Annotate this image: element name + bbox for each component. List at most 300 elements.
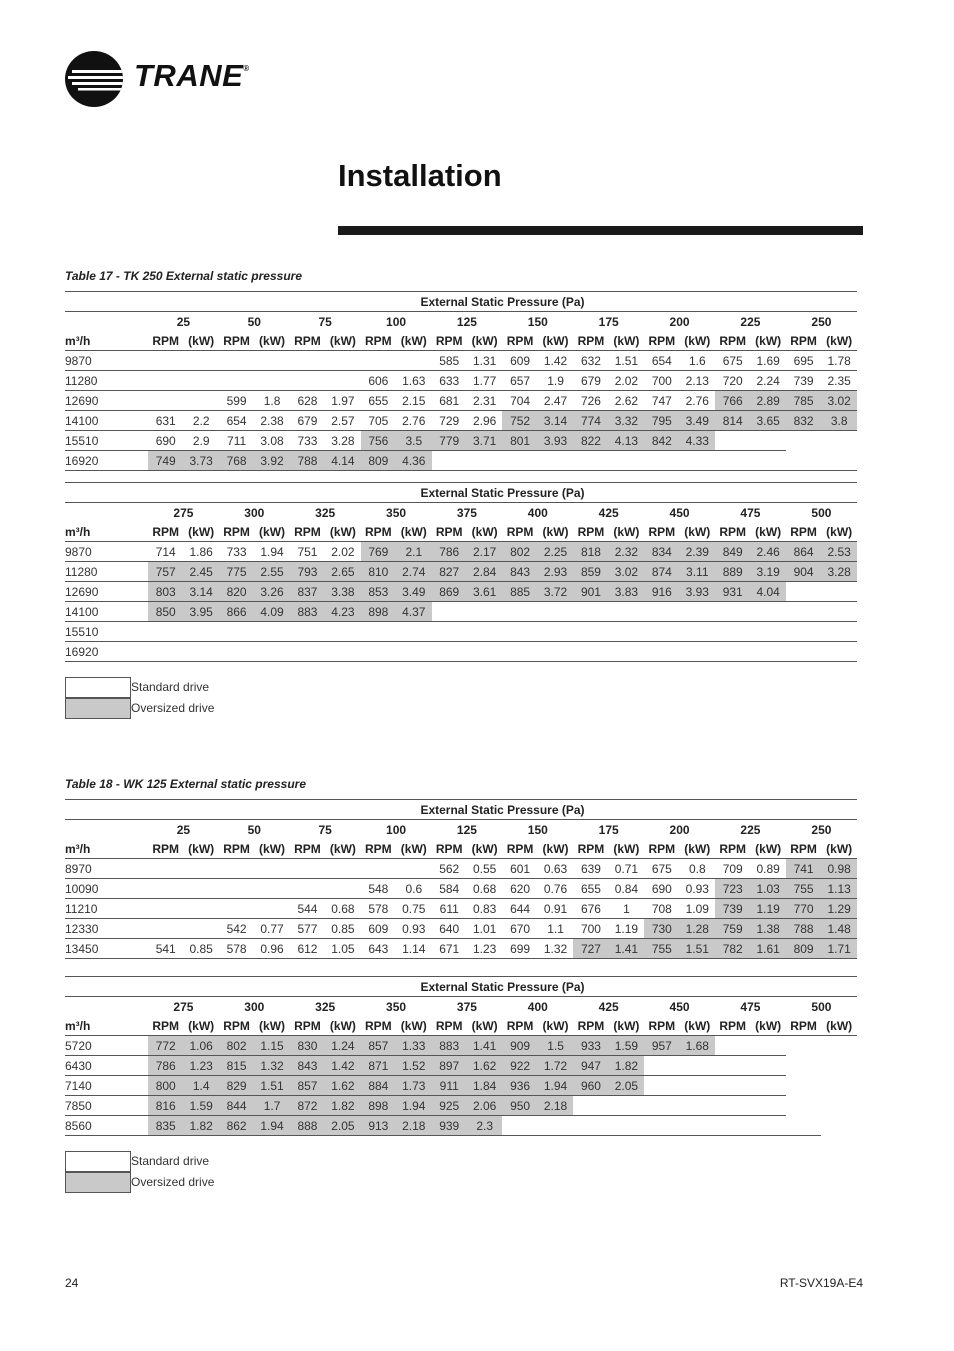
kw-header: (kW) xyxy=(467,1016,502,1036)
table-row xyxy=(65,622,857,642)
value-cell: 1.48 xyxy=(821,919,857,939)
value-cell: 675 xyxy=(644,859,679,879)
pressure-header: 350 xyxy=(386,505,407,520)
table-title-row xyxy=(65,292,857,312)
table-row xyxy=(65,582,857,602)
value-cell: 709 xyxy=(715,859,750,879)
value-cell: 871 xyxy=(361,1056,396,1076)
table-row xyxy=(65,899,857,919)
rpm-header: RPM xyxy=(432,839,467,859)
value-cell: 837 xyxy=(290,582,325,602)
value-cell xyxy=(644,602,679,622)
value-cell: 3.92 xyxy=(254,451,289,471)
trane-logo-icon xyxy=(64,50,124,108)
value-cell xyxy=(715,1076,750,1096)
value-cell: 2.06 xyxy=(467,1096,502,1116)
value-cell: 620 xyxy=(502,879,537,899)
value-cell: 785 xyxy=(786,391,821,411)
value-cell: 889 xyxy=(715,562,750,582)
document-code: RT-SVX19A-E4 xyxy=(779,1276,863,1290)
value-cell xyxy=(573,451,608,471)
kw-header: (kW) xyxy=(609,331,644,351)
flow-unit-header: m³/h xyxy=(65,522,148,542)
value-cell: 700 xyxy=(573,919,608,939)
page-number: 24 xyxy=(65,1276,79,1290)
legend-standard-swatch xyxy=(65,1151,131,1172)
table-row xyxy=(65,642,857,662)
value-cell: 690 xyxy=(644,879,679,899)
kw-header: (kW) xyxy=(821,522,857,542)
pressure-header: 500 xyxy=(811,505,832,520)
airflow-cell: 9870 xyxy=(65,542,148,562)
pressure-header: 50 xyxy=(247,822,261,837)
value-cell xyxy=(502,451,537,471)
value-cell: 1.28 xyxy=(680,919,715,939)
table-title: External Static Pressure (Pa) xyxy=(148,977,857,997)
legend-standard xyxy=(65,1151,225,1172)
pressure-header: 300 xyxy=(244,999,265,1014)
airflow-cell: 12690 xyxy=(65,391,148,411)
value-cell: 3.49 xyxy=(396,582,431,602)
value-cell: 827 xyxy=(432,562,467,582)
value-cell xyxy=(502,642,537,662)
value-cell: 3.14 xyxy=(538,411,573,431)
value-cell xyxy=(715,1036,750,1056)
kw-header: (kW) xyxy=(254,522,289,542)
value-cell: 1.73 xyxy=(396,1076,431,1096)
value-cell xyxy=(254,351,289,371)
pressure-header: 75 xyxy=(318,314,332,329)
rpm-header: RPM xyxy=(290,331,325,351)
value-cell: 853 xyxy=(361,582,396,602)
table-row xyxy=(65,351,857,371)
kw-header: (kW) xyxy=(609,522,644,542)
value-cell: 815 xyxy=(219,1056,254,1076)
value-cell: 2.57 xyxy=(325,411,360,431)
value-cell xyxy=(644,1056,679,1076)
value-cell xyxy=(254,899,289,919)
value-cell xyxy=(183,899,218,919)
value-cell: 1.8 xyxy=(254,391,289,411)
value-cell: 1.19 xyxy=(750,899,785,919)
page-title: Installation xyxy=(338,158,502,193)
value-cell: 3.83 xyxy=(609,582,644,602)
table-18-block-2 xyxy=(65,976,857,1136)
legend-standard xyxy=(65,677,225,698)
table-row xyxy=(65,1116,857,1136)
value-cell: 1.32 xyxy=(538,939,573,959)
pressure-header-row xyxy=(65,503,857,523)
value-cell xyxy=(325,622,360,642)
pressure-header: 475 xyxy=(740,505,761,520)
value-cell: 866 xyxy=(219,602,254,622)
value-cell: 0.84 xyxy=(609,879,644,899)
value-cell: 786 xyxy=(432,542,467,562)
value-cell: 901 xyxy=(573,582,608,602)
value-cell: 733 xyxy=(219,542,254,562)
value-cell: 864 xyxy=(786,542,821,562)
legend-oversized xyxy=(65,1172,225,1193)
value-cell: 1.69 xyxy=(750,351,785,371)
value-cell: 654 xyxy=(219,411,254,431)
unit-header-row xyxy=(65,839,857,859)
value-cell: 3.26 xyxy=(254,582,289,602)
value-cell xyxy=(361,642,396,662)
pressure-header: 450 xyxy=(669,505,690,520)
value-cell: 654 xyxy=(644,351,679,371)
kw-header: (kW) xyxy=(680,839,715,859)
value-cell: 869 xyxy=(432,582,467,602)
value-cell: 1.31 xyxy=(467,351,502,371)
value-cell: 1.09 xyxy=(680,899,715,919)
value-cell xyxy=(609,1116,644,1136)
rpm-header: RPM xyxy=(502,839,537,859)
kw-header: (kW) xyxy=(254,331,289,351)
pressure-header: 175 xyxy=(598,822,619,837)
legend-oversized xyxy=(65,698,225,719)
airflow-cell: 11210 xyxy=(65,899,148,919)
value-cell xyxy=(148,391,183,411)
value-cell xyxy=(290,622,325,642)
value-cell xyxy=(609,622,644,642)
value-cell: 755 xyxy=(786,879,821,899)
value-cell xyxy=(396,351,431,371)
value-cell: 862 xyxy=(219,1116,254,1136)
airflow-cell: 14100 xyxy=(65,411,148,431)
airflow-cell: 8560 xyxy=(65,1116,148,1136)
value-cell xyxy=(432,451,467,471)
value-cell xyxy=(467,451,502,471)
value-cell: 609 xyxy=(502,351,537,371)
value-cell: 898 xyxy=(361,1096,396,1116)
table-row xyxy=(65,602,857,622)
value-cell: 3.32 xyxy=(609,411,644,431)
value-cell: 1.51 xyxy=(609,351,644,371)
value-cell: 2.05 xyxy=(325,1116,360,1136)
value-cell xyxy=(183,371,218,391)
value-cell xyxy=(538,602,573,622)
airflow-cell: 16920 xyxy=(65,642,148,662)
value-cell xyxy=(183,859,218,879)
value-cell: 1.68 xyxy=(680,1036,715,1056)
value-cell: 2.84 xyxy=(467,562,502,582)
pressure-header: 275 xyxy=(173,999,194,1014)
value-cell xyxy=(786,622,821,642)
table-17-block-2 xyxy=(65,482,857,662)
value-cell: 676 xyxy=(573,899,608,919)
value-cell: 922 xyxy=(502,1056,537,1076)
value-cell xyxy=(325,351,360,371)
value-cell: 2.02 xyxy=(325,542,360,562)
value-cell: 640 xyxy=(432,919,467,939)
value-cell xyxy=(219,899,254,919)
airflow-cell: 12690 xyxy=(65,582,148,602)
rpm-header: RPM xyxy=(786,522,821,542)
value-cell: 814 xyxy=(715,411,750,431)
value-cell: 950 xyxy=(502,1096,537,1116)
pressure-header: 375 xyxy=(456,505,477,520)
kw-header: (kW) xyxy=(750,331,785,351)
value-cell xyxy=(148,919,183,939)
value-cell: 820 xyxy=(219,582,254,602)
value-cell: 1.94 xyxy=(538,1076,573,1096)
value-cell: 809 xyxy=(786,939,821,959)
table-row xyxy=(65,1096,857,1116)
value-cell xyxy=(254,879,289,899)
kw-header: (kW) xyxy=(396,839,431,859)
value-cell: 2.3 xyxy=(467,1116,502,1136)
value-cell: 795 xyxy=(644,411,679,431)
value-cell: 884 xyxy=(361,1076,396,1096)
value-cell: 657 xyxy=(502,371,537,391)
legend-oversized-swatch xyxy=(65,698,131,719)
value-cell xyxy=(715,451,750,471)
value-cell: 2.15 xyxy=(396,391,431,411)
value-cell xyxy=(290,879,325,899)
flow-unit-header: m³/h xyxy=(65,1016,148,1036)
value-cell xyxy=(148,899,183,919)
rpm-header: RPM xyxy=(290,839,325,859)
value-cell: 1.9 xyxy=(538,371,573,391)
value-cell: 0.55 xyxy=(467,859,502,879)
rpm-header: RPM xyxy=(715,1016,750,1036)
value-cell: 766 xyxy=(715,391,750,411)
value-cell xyxy=(148,371,183,391)
kw-header: (kW) xyxy=(821,331,857,351)
value-cell: 885 xyxy=(502,582,537,602)
value-cell: 786 xyxy=(148,1056,183,1076)
value-cell xyxy=(538,1116,573,1136)
value-cell: 3.49 xyxy=(680,411,715,431)
rpm-header: RPM xyxy=(573,1016,608,1036)
value-cell: 1.42 xyxy=(325,1056,360,1076)
rpm-header: RPM xyxy=(502,522,537,542)
pressure-header: 175 xyxy=(598,314,619,329)
value-cell: 3.95 xyxy=(183,602,218,622)
value-cell: 2.18 xyxy=(396,1116,431,1136)
value-cell: 1.94 xyxy=(254,542,289,562)
value-cell: 1.82 xyxy=(183,1116,218,1136)
kw-header: (kW) xyxy=(467,839,502,859)
value-cell: 883 xyxy=(290,602,325,622)
value-cell xyxy=(609,642,644,662)
value-cell: 1.19 xyxy=(609,919,644,939)
value-cell: 730 xyxy=(644,919,679,939)
value-cell: 611 xyxy=(432,899,467,919)
value-cell: 1.77 xyxy=(467,371,502,391)
value-cell xyxy=(254,622,289,642)
value-cell: 788 xyxy=(290,451,325,471)
value-cell: 2.53 xyxy=(821,542,857,562)
value-cell: 628 xyxy=(290,391,325,411)
value-cell: 2.47 xyxy=(538,391,573,411)
value-cell xyxy=(219,351,254,371)
pressure-header: 375 xyxy=(456,999,477,1014)
value-cell xyxy=(680,602,715,622)
table-18-block-1 xyxy=(65,799,857,959)
value-cell: 3.5 xyxy=(396,431,431,451)
rpm-header: RPM xyxy=(715,331,750,351)
value-cell: 655 xyxy=(573,879,608,899)
pressure-header: 225 xyxy=(740,314,761,329)
value-cell: 578 xyxy=(219,939,254,959)
pressure-header: 25 xyxy=(176,822,191,837)
value-cell: 772 xyxy=(148,1036,183,1056)
value-cell: 1.29 xyxy=(821,899,857,919)
value-cell xyxy=(290,859,325,879)
airflow-cell: 11280 xyxy=(65,371,148,391)
value-cell: 3.93 xyxy=(538,431,573,451)
value-cell: 609 xyxy=(361,919,396,939)
value-cell: 947 xyxy=(573,1056,608,1076)
value-cell: 769 xyxy=(361,542,396,562)
kw-header: (kW) xyxy=(750,839,785,859)
value-cell xyxy=(361,622,396,642)
value-cell: 0.93 xyxy=(396,919,431,939)
value-cell: 3.28 xyxy=(821,562,857,582)
value-cell: 802 xyxy=(219,1036,254,1056)
value-cell: 1.23 xyxy=(183,1056,218,1076)
value-cell: 1.24 xyxy=(325,1036,360,1056)
value-cell xyxy=(750,602,785,622)
airflow-cell: 15510 xyxy=(65,622,148,642)
value-cell xyxy=(432,602,467,622)
value-cell xyxy=(361,351,396,371)
value-cell: 1.78 xyxy=(821,351,857,371)
value-cell: 2.25 xyxy=(538,542,573,562)
value-cell: 857 xyxy=(361,1036,396,1056)
value-cell: 1.94 xyxy=(254,1116,289,1136)
value-cell: 822 xyxy=(573,431,608,451)
value-cell: 957 xyxy=(644,1036,679,1056)
value-cell: 0.75 xyxy=(396,899,431,919)
value-cell: 843 xyxy=(502,562,537,582)
value-cell: 681 xyxy=(432,391,467,411)
airflow-cell: 11280 xyxy=(65,562,148,582)
table-17-legend xyxy=(65,677,225,719)
kw-header: (kW) xyxy=(325,839,360,859)
value-cell: 1.52 xyxy=(396,1056,431,1076)
value-cell: 2.24 xyxy=(750,371,785,391)
value-cell: 585 xyxy=(432,351,467,371)
value-cell: 562 xyxy=(432,859,467,879)
value-cell: 793 xyxy=(290,562,325,582)
kw-header: (kW) xyxy=(183,522,218,542)
value-cell xyxy=(786,451,821,471)
table-row xyxy=(65,411,857,431)
value-cell: 1.82 xyxy=(325,1096,360,1116)
value-cell: 643 xyxy=(361,939,396,959)
kw-header: (kW) xyxy=(467,331,502,351)
value-cell: 834 xyxy=(644,542,679,562)
value-cell xyxy=(502,622,537,642)
value-cell xyxy=(821,451,857,471)
value-cell xyxy=(290,371,325,391)
value-cell: 1.82 xyxy=(609,1056,644,1076)
value-cell: 829 xyxy=(219,1076,254,1096)
table-row xyxy=(65,919,857,939)
value-cell: 751 xyxy=(290,542,325,562)
rpm-header: RPM xyxy=(361,522,396,542)
value-cell xyxy=(325,371,360,391)
value-cell xyxy=(148,351,183,371)
value-cell: 0.68 xyxy=(325,899,360,919)
value-cell: 774 xyxy=(573,411,608,431)
value-cell: 1.13 xyxy=(821,879,857,899)
rpm-header: RPM xyxy=(502,1016,537,1036)
kw-header: (kW) xyxy=(538,331,573,351)
value-cell: 0.93 xyxy=(680,879,715,899)
value-cell: 0.83 xyxy=(467,899,502,919)
kw-header: (kW) xyxy=(609,839,644,859)
value-cell: 1.1 xyxy=(538,919,573,939)
pressure-header: 300 xyxy=(244,505,265,520)
kw-header: (kW) xyxy=(183,1016,218,1036)
value-cell xyxy=(750,451,785,471)
value-cell: 3.73 xyxy=(183,451,218,471)
value-cell xyxy=(750,1116,785,1136)
value-cell: 752 xyxy=(502,411,537,431)
value-cell: 733 xyxy=(290,431,325,451)
value-cell: 2.93 xyxy=(538,562,573,582)
flow-unit-header: m³/h xyxy=(65,839,148,859)
value-cell: 849 xyxy=(715,542,750,562)
rpm-header: RPM xyxy=(361,331,396,351)
value-cell: 1.84 xyxy=(467,1076,502,1096)
value-cell: 3.14 xyxy=(183,582,218,602)
pressure-header: 150 xyxy=(527,822,548,837)
value-cell: 612 xyxy=(290,939,325,959)
rpm-header: RPM xyxy=(786,839,821,859)
pressure-header-row xyxy=(65,820,857,840)
table-row xyxy=(65,879,857,899)
table-title-row xyxy=(65,800,857,820)
pressure-header: 250 xyxy=(811,314,832,329)
value-cell: 4.23 xyxy=(325,602,360,622)
airflow-cell: 10090 xyxy=(65,879,148,899)
table-row xyxy=(65,1056,857,1076)
value-cell: 931 xyxy=(715,582,750,602)
value-cell: 874 xyxy=(644,562,679,582)
value-cell: 632 xyxy=(573,351,608,371)
rpm-header: RPM xyxy=(573,522,608,542)
value-cell: 3.93 xyxy=(680,582,715,602)
pressure-corner-cell xyxy=(65,312,148,332)
value-cell: 3.02 xyxy=(609,562,644,582)
value-cell: 2.05 xyxy=(609,1076,644,1096)
rpm-header: RPM xyxy=(361,839,396,859)
value-cell: 2.74 xyxy=(396,562,431,582)
value-cell xyxy=(609,1096,644,1116)
pressure-header: 200 xyxy=(669,822,690,837)
rpm-header: RPM xyxy=(786,331,821,351)
value-cell xyxy=(750,1076,785,1096)
value-cell: 1.38 xyxy=(750,919,785,939)
value-cell: 4.14 xyxy=(325,451,360,471)
value-cell: 4.36 xyxy=(396,451,431,471)
value-cell: 679 xyxy=(573,371,608,391)
table-row xyxy=(65,859,857,879)
value-cell: 2.89 xyxy=(750,391,785,411)
pressure-header: 25 xyxy=(176,314,191,329)
airflow-cell: 14100 xyxy=(65,602,148,622)
value-cell xyxy=(183,351,218,371)
value-cell: 1.41 xyxy=(609,939,644,959)
value-cell: 0.6 xyxy=(396,879,431,899)
rpm-header: RPM xyxy=(644,522,679,542)
value-cell xyxy=(538,642,573,662)
value-cell: 578 xyxy=(361,899,396,919)
